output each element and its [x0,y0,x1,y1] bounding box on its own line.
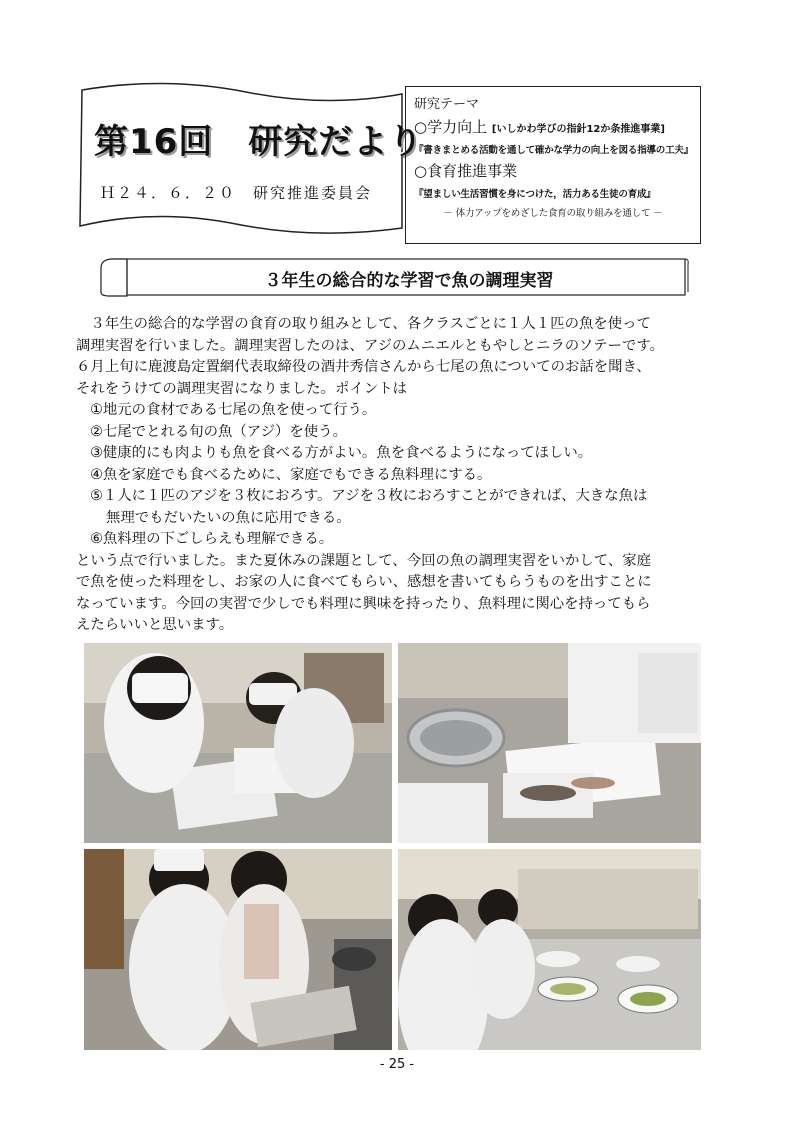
theme-academic-note: 『書きまとめる活動を通して確かな学力の向上を図る指導の工夫』 [414,145,694,156]
section-title: ３年生の総合的な学習で魚の調理実習 [264,271,554,291]
article-line: それをうけての調理実習になりました。ポイントは [76,380,407,397]
point-item: ②七尾でとれる旬の魚（アジ）を使う。 [90,423,347,440]
article-line: ６月上旬に鹿渡島定置網代表取締役の酒井秀信さんから七尾の魚についてのお話を聞き、 [76,359,651,375]
theme-academic-tag: [いしかわ学びの指針12か条推進事業] [491,124,665,135]
article-line: という点で行いました。また夏休みの課題として、今回の魚の調理実習をいかして、家庭 [76,552,652,569]
point-item: ⑤１人に１匹のアジを３枚におろす。アジを３枚におろすことができれば、大きな魚は [90,488,648,504]
photo-students-with-plates [398,849,701,1050]
point-item: ⑥魚料理の下ごしらえも理解できる。 [90,531,334,547]
theme-food-education: ○食育推進事業 [414,162,518,180]
article-line: 調理実習を行いました。調理実習したのは、アジのムニエルともやしとニラのソテーです。 [76,337,665,354]
photo-students-filleting-fish [84,643,392,843]
article-line: で魚を使った料理をし、お家の人に食べてもらい、感想を書いてもらうものを出すことに [76,574,652,590]
research-theme-box [405,86,701,244]
point-item: ④魚を家庭でも食べるために、家庭でもできる魚料理にする。 [90,466,492,483]
photo-fish-on-cutting-board [398,643,701,843]
newsletter-title: 第16回 研究だより [94,122,424,162]
photo-students-at-stove [84,849,392,1050]
theme-food-note: 『望ましい生活習慣を身につけた，活力ある生徒の育成』 [414,189,656,200]
article-line: ３年生の総合的な学習の食育の取り組みとして、各クラスごとに１人１匹の魚を使って [76,316,651,332]
page-number: - 25 - [379,1057,415,1072]
theme-food-subnote: － 体力アップをめざした食育の取り組みを通して － [443,208,663,219]
point-item: ①地元の食材である七尾の魚を使って行う。 [90,402,377,418]
theme-academic [414,116,692,137]
theme-academic-label: ○学力向上 [414,118,488,136]
article-body [76,314,726,637]
theme-heading: 研究テーマ [414,97,480,112]
section-banner [99,256,689,298]
article-line: えたらいいと思います。 [76,617,234,633]
point-item-continuation: 無理でもだいたいの魚に応用できる。 [106,509,351,526]
issue-date-committee: Ｈ２４．６．２０ 研究推進委員会 [100,184,373,202]
article-line: なっています。今回の実習で少しでも料理に興味を持ったり、魚料理に関心を持ってもら [76,595,651,612]
point-item: ③健康的にも肉よりも魚を食べる方がよい。魚を食べるようになってほしい。 [90,445,593,461]
title-banner [76,78,424,238]
